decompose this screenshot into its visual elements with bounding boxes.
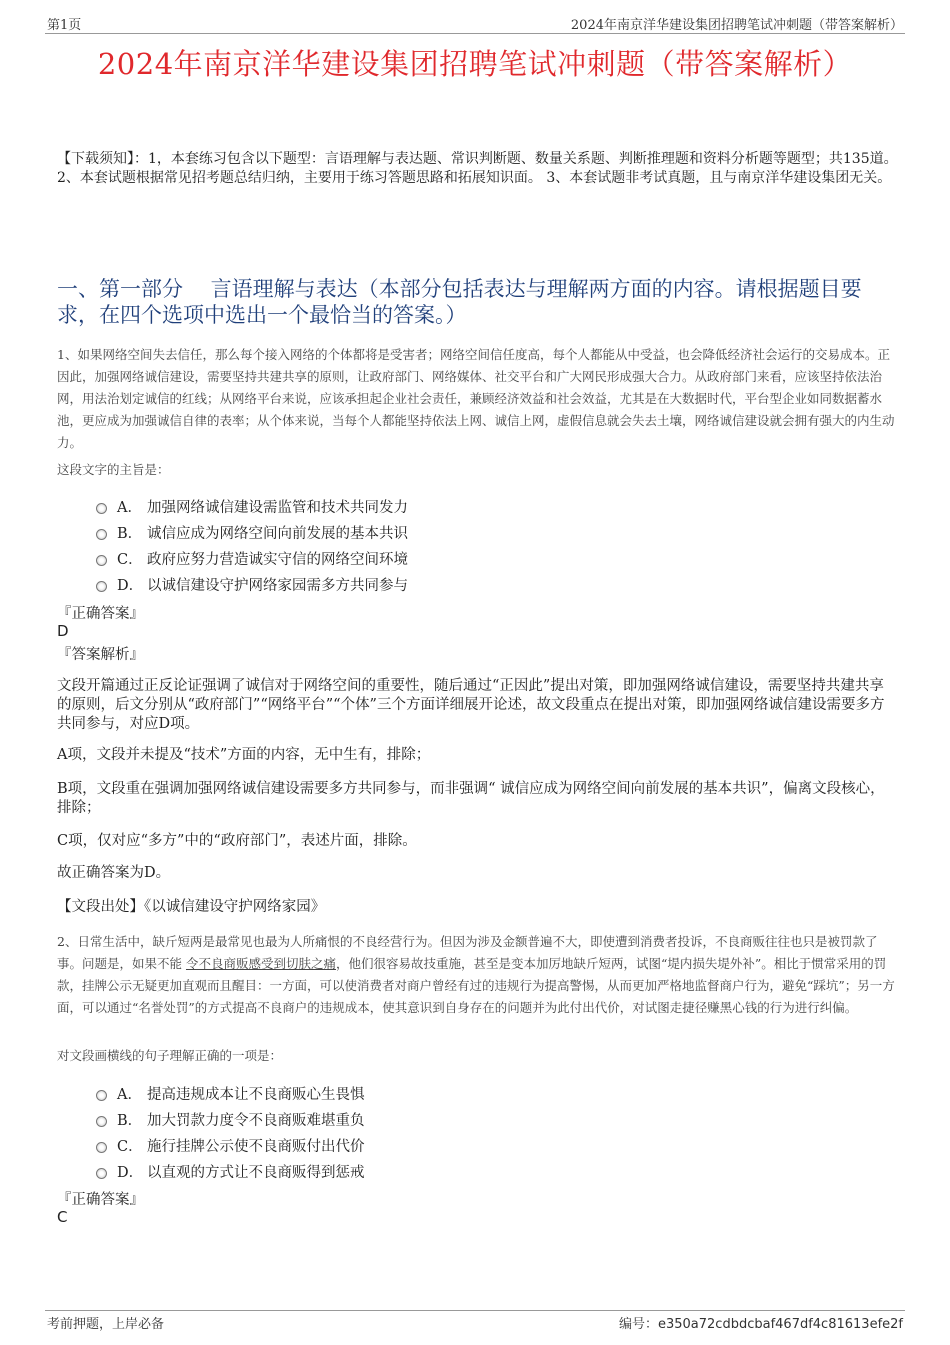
option-text: 以直观的方式让不良商贩得到惩戒 xyxy=(147,1164,365,1181)
option-d[interactable] xyxy=(96,1158,365,1184)
option-c[interactable] xyxy=(96,545,408,571)
radio-icon[interactable] xyxy=(96,529,107,540)
answer-value: D xyxy=(57,622,69,640)
question-1-prompt: 这段文字的主旨是： xyxy=(57,462,170,477)
option-text: 施行挂牌公示使不良商贩付出代价 xyxy=(147,1138,365,1155)
option-b[interactable] xyxy=(96,1106,365,1132)
option-text: 加大罚款力度令不良商贩难堪重负 xyxy=(147,1112,365,1129)
option-letter: A． xyxy=(117,1086,142,1103)
option-letter: A． xyxy=(117,499,142,516)
option-text: 提高违规成本让不良商贩心生畏惧 xyxy=(147,1086,365,1103)
header-divider xyxy=(45,33,905,34)
option-letter: B． xyxy=(117,525,143,542)
stem-text: ，他们很容易故技重施，甚至是变本加厉地缺斤短两，试图“堤内损失堤外补”。相比于惯常采用的罚款，挂牌公示无疑更加直观而且醒目：一方面，可以使消费者对商户曾经有过的违规行为提高警惕，从而更加严格地监督商户行为，避免“踩坑”；另一方面，可以通过“名誉处罚”的方式提高不良商户的违规成本，使其意识到自身存在的问题并为此付出代价，对试图走捷径赚黑心钱的行为进行纠偏。 xyxy=(57,956,895,1015)
option-letter: C． xyxy=(117,551,143,568)
analysis-conclusion: 故正确答案为D。 xyxy=(57,865,171,881)
question-1-options xyxy=(96,493,408,597)
footer-code-label: 编号： xyxy=(618,1317,658,1332)
question-2-options xyxy=(96,1080,365,1184)
header-page-number: 第1页 xyxy=(47,18,82,33)
radio-icon[interactable] xyxy=(96,503,107,514)
option-c[interactable] xyxy=(96,1132,365,1158)
analysis-paragraph: 文段开篇通过正反论证强调了诚信对于网络空间的重要性，随后通过“正因此”提出对策，即加强网络诚信建设，需要坚持共建共享的原则，后文分别从“政府部门”“网络平台”“个体”三个方面详细展开论述，故文段重点在提出对策，即加强网络诚信建设需要多方共同参与，对应D项。 xyxy=(57,678,885,732)
option-text: 加强网络诚信建设需监管和技术共同发力 xyxy=(147,499,408,516)
header-doc-title: 2024年南京洋华建设集团招聘笔试冲刺题（带答案解析） xyxy=(570,18,903,33)
question-2-stem xyxy=(57,931,902,1019)
radio-icon[interactable] xyxy=(96,1168,107,1179)
analysis-source: 【文段出处】《以诚信建设守护网络家园》 xyxy=(57,899,326,915)
option-d[interactable] xyxy=(96,571,408,597)
page-title: 2024年南京洋华建设集团招聘笔试冲刺题（带答案解析） xyxy=(97,47,853,81)
section-heading: 一、第一部分 言语理解与表达（本部分包括表达与理解两方面的内容。请根据题目要求，在四个选项中选出一个最恰当的答案。） xyxy=(57,277,862,327)
option-letter: C． xyxy=(117,1138,143,1155)
radio-icon[interactable] xyxy=(96,581,107,592)
stem-text: 2、日常生活中，缺斤短两是最常见也最为人所痛恨的不良经营行为。但因为涉及金额普遍不大，即使遭到消费者投诉，不良商贩往往也只是被罚款了事。问题是，如果不能 xyxy=(57,934,878,971)
option-a[interactable] xyxy=(96,1080,365,1106)
footer-divider xyxy=(45,1310,905,1311)
radio-icon[interactable] xyxy=(96,555,107,566)
question-2-prompt: 对文段画横线的句子理解正确的一项是： xyxy=(57,1048,283,1063)
option-letter: D． xyxy=(117,577,144,594)
radio-icon[interactable] xyxy=(96,1142,107,1153)
footer-slogan: 考前押题，上岸必备 xyxy=(47,1317,165,1332)
radio-icon[interactable] xyxy=(96,1090,107,1101)
option-text: 政府应努力营造诚实守信的网络空间环境 xyxy=(147,551,408,568)
footer-code-value: e350a72cdbdcbaf467df4c81613efe2f xyxy=(657,1317,903,1332)
analysis-option-a: A项，文段并未提及“技术”方面的内容，无中生有，排除； xyxy=(57,747,431,763)
analysis-label: 『答案解析』 xyxy=(57,647,144,663)
radio-icon[interactable] xyxy=(96,1116,107,1127)
answer-label: 『正确答案』 xyxy=(57,1192,144,1208)
underlined-sentence: 令不良商贩感受到切肤之痛 xyxy=(185,956,336,971)
footer-code xyxy=(619,1313,903,1332)
option-letter: B． xyxy=(117,1112,143,1129)
question-1-stem: 1、如果网络空间失去信任，那么每个接入网络的个体都将是受害者；网络空间信任度高，每个人都能从中受益，也会降低经济社会运行的交易成本。正因此，加强网络诚信建设，需要坚持共建共享的原则，让政府部门、网络媒体、社交平台和广大网民形成强大合力。从政府部门来看，应该坚持依法治网，用法治划定诚信的红线；从网络平台来说，应该承担起企业社会责任，兼顾经济效益和社会效益，尤其是在大数据时代，平台型企业如同数据蓄水池，更应成为加强诚信自律的表率；从个体来说，当每个人都能坚持依法上网、诚信上网，虚假信息就会失去土壤，网络诚信建设就会拥有强大的内生动力。 xyxy=(57,347,895,450)
answer-value: C xyxy=(57,1208,68,1226)
analysis-option-b: B项，文段重在强调加强网络诚信建设需要多方共同参与，而非强调“ 诚信应成为网络空间向前发展的基本共识”，偏离文段核心，排除； xyxy=(57,781,885,816)
option-text: 以诚信建设守护网络家园需多方共同参与 xyxy=(147,577,408,594)
option-text: 诚信应成为网络空间向前发展的基本共识 xyxy=(147,525,408,542)
option-b[interactable] xyxy=(96,519,408,545)
analysis-option-c: C项，仅对应“多方”中的“政府部门”，表述片面，排除。 xyxy=(57,833,417,849)
option-letter: D． xyxy=(117,1164,144,1181)
option-a[interactable] xyxy=(96,493,408,519)
download-notice: 【下载须知】：1，本套练习包含以下题型：言语理解与表达题、常识判断题、数量关系题、判断推理题和资料分析题等题型；共135道。 2、本套试题根据常见招考题总结归纳，主要用于练习答题思路和拓展知识面。 3、本套试题非考试真题，且与南京洋华建设集团无关。 xyxy=(57,151,898,186)
answer-label: 『正确答案』 xyxy=(57,606,144,622)
